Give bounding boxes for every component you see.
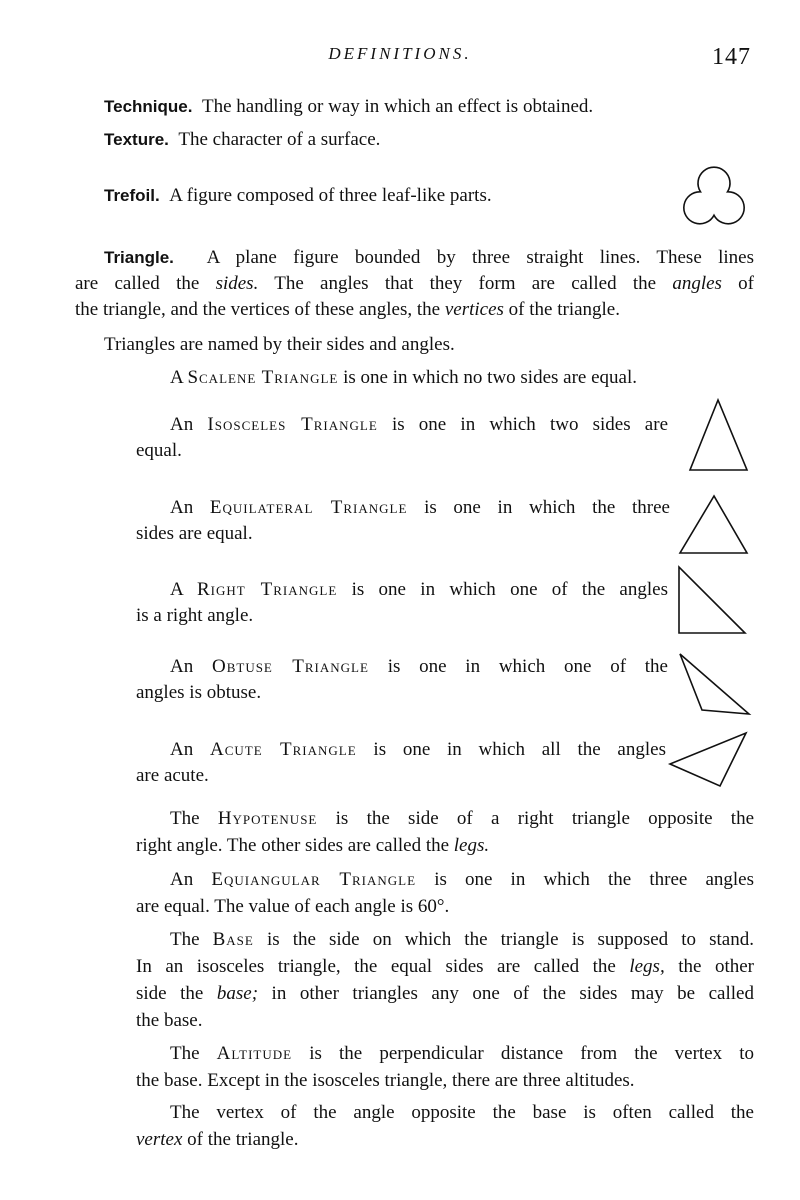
vertex-note-line1: The vertex of the angle opposite the base is often called the bbox=[170, 1102, 754, 1123]
technique-definition bbox=[104, 95, 593, 119]
page-number: 147 bbox=[712, 44, 751, 70]
hypotenuse-definition-cont: right angle. The other sides are called the legs. bbox=[136, 835, 490, 856]
triangle-definition-line3: the triangle, and the vertices of these angles, the vertices of the triangle. bbox=[75, 299, 620, 320]
acute-triangle-figure bbox=[664, 730, 750, 790]
texture-text: The character of a surface. bbox=[178, 129, 381, 150]
acute-triangle-definition: An Acute Triangle is one in which all the angles bbox=[170, 739, 666, 760]
acute-triangle-definition-cont: are acute. bbox=[136, 765, 209, 786]
base-definition-line3: side the base; in other triangles any one of the sides may be called bbox=[136, 983, 754, 1004]
equilateral-definition: An Equilateral Triangle is one in which the three bbox=[170, 497, 670, 518]
isosceles-definition-cont: equal. bbox=[136, 440, 182, 461]
right-triangle-definition-cont: is a right angle. bbox=[136, 605, 254, 626]
vertex-note-line2: vertex of the triangle. bbox=[136, 1129, 299, 1150]
term-trefoil: Trefoil. bbox=[104, 186, 160, 205]
equiangular-definition: An Equiangular Triangle is one in which the three angles bbox=[170, 869, 754, 890]
equiangular-definition-cont: are equal. The value of each angle is 60°. bbox=[136, 896, 450, 917]
altitude-definition-cont: the base. Except in the isosceles triangle, there are three altitudes. bbox=[136, 1070, 635, 1091]
base-definition-line4: the base. bbox=[136, 1010, 203, 1031]
base-definition-line2: In an isosceles triangle, the equal sides are called the legs, the other bbox=[136, 956, 754, 977]
triangles-named-note: Triangles are named by their sides and angles. bbox=[104, 334, 455, 355]
trefoil-figure bbox=[672, 158, 756, 230]
obtuse-triangle-definition: An Obtuse Triangle is one in which one of the bbox=[170, 656, 668, 677]
scalene-definition: A Scalene Triangle is one in which no two sides are equal. bbox=[170, 367, 637, 388]
equilateral-triangle-figure bbox=[676, 492, 752, 558]
triangle-definition-line2: are called the sides. The angles that they form are called the angles of bbox=[75, 273, 755, 294]
base-definition-line1: The Base is the side on which the triangle is supposed to stand. bbox=[170, 929, 754, 950]
term-triangle: Triangle. bbox=[104, 248, 174, 267]
obtuse-triangle-definition-cont: angles is obtuse. bbox=[136, 682, 262, 703]
hypotenuse-definition: The Hypotenuse is the side of a right triangle opposite the bbox=[170, 808, 754, 829]
equilateral-definition-cont: sides are equal. bbox=[136, 523, 253, 544]
running-header: DEFINITIONS. bbox=[328, 44, 472, 63]
altitude-definition: The Altitude is the perpendicular distance from the vertex to bbox=[170, 1043, 754, 1064]
term-texture: Texture. bbox=[104, 130, 169, 149]
right-triangle-figure bbox=[674, 563, 750, 639]
isosceles-definition: An Isosceles Triangle is one in which two sides are bbox=[170, 414, 668, 435]
isosceles-triangle-figure bbox=[686, 396, 752, 474]
texture-definition bbox=[104, 128, 380, 152]
obtuse-triangle-figure bbox=[674, 650, 754, 720]
term-technique: Technique. bbox=[104, 97, 193, 116]
trefoil-definition bbox=[104, 184, 492, 208]
trefoil-text: A figure composed of three leaf-like parts. bbox=[169, 185, 492, 206]
right-triangle-definition: A Right Triangle is one in which one of the angles bbox=[170, 579, 668, 600]
triangle-definition-line1: Triangle. A plane figure bounded by three straight lines. These lines bbox=[104, 247, 754, 268]
technique-text: The handling or way in which an effect is obtained. bbox=[201, 96, 594, 117]
